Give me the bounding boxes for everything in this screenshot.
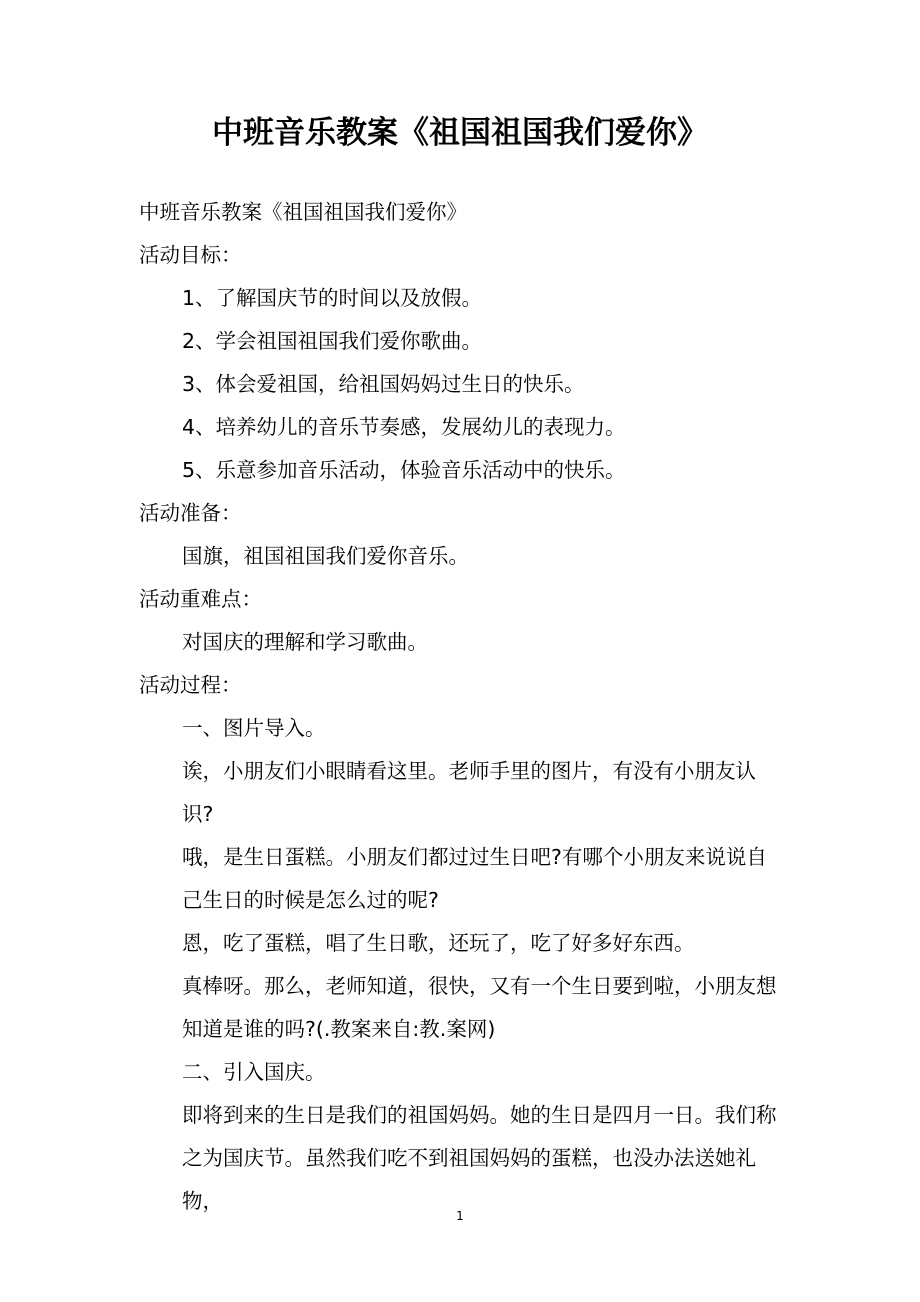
process-step-2-heading: 二、引入国庆。 xyxy=(182,1060,326,1084)
process-paragraph: 即将到来的生日是我们的祖国妈妈。她的生日是四月一日。我们称之为国庆节。虽然我们吃不到祖国妈妈的蛋糕，也没办法送她礼物， xyxy=(182,1103,777,1213)
goal-item-1: 1、了解国庆节的时间以及放假。 xyxy=(182,286,483,310)
process-step-1-heading: 一、图片导入。 xyxy=(182,716,326,740)
process-paragraph: 真棒呀。那么，老师知道，很快，又有一个生日要到啦，小朋友想知道是谁的吗?(.教案来自:教.案网) xyxy=(182,974,777,1041)
document-title: 中班音乐教案《祖国祖国我们爱你》 xyxy=(212,115,708,151)
page-number: 1 xyxy=(456,1209,464,1223)
process-paragraph: 哦，是生日蛋糕。小朋友们都过过生日吧?有哪个小朋友来说说自己生日的时候是怎么过的呢? xyxy=(182,845,767,912)
heading-key-points: 活动重难点： xyxy=(139,587,262,611)
goal-item-5: 5、乐意参加音乐活动，体验音乐活动中的快乐。 xyxy=(182,458,626,482)
key-points-text: 对国庆的理解和学习歌曲。 xyxy=(182,630,428,654)
heading-activity-goals: 活动目标： xyxy=(139,243,242,267)
process-paragraph: 诶，小朋友们小眼睛看这里。老师手里的图片，有没有小朋友认识? xyxy=(182,759,756,826)
goal-item-3: 3、体会爱祖国，给祖国妈妈过生日的快乐。 xyxy=(182,372,585,396)
paragraph-subtitle: 中班音乐教案《祖国祖国我们爱你》 xyxy=(139,200,467,224)
goal-item-2: 2、学会祖国祖国我们爱你歌曲。 xyxy=(182,329,483,353)
heading-activity-preparation: 活动准备： xyxy=(139,501,242,525)
preparation-text: 国旗，祖国祖国我们爱你音乐。 xyxy=(182,544,469,568)
process-paragraph: 恩，吃了蛋糕，唱了生日歌，还玩了，吃了好多好东西。 xyxy=(182,931,695,955)
heading-activity-process: 活动过程： xyxy=(139,673,242,697)
document-body xyxy=(139,191,784,1223)
goal-item-4: 4、培养幼儿的音乐节奏感，发展幼儿的表现力。 xyxy=(182,415,626,439)
